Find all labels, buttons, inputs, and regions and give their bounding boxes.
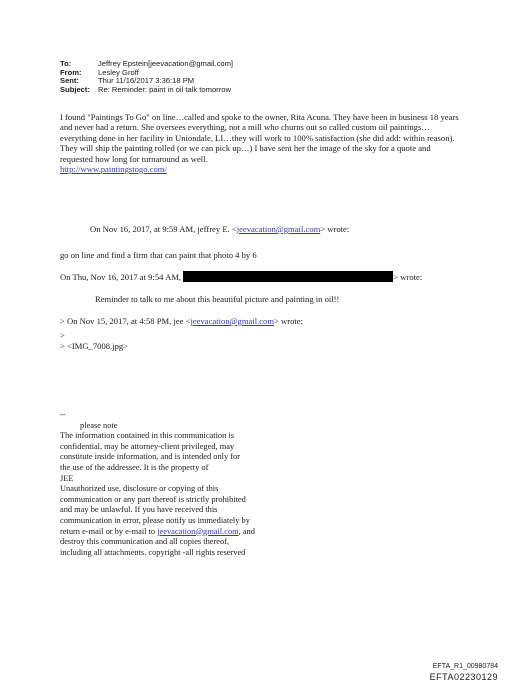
- signature-line: constitute inside information, and is intended only for: [60, 452, 241, 462]
- signature-line: Unauthorized use, disclosure or copying of this: [60, 484, 219, 494]
- subject-row: [60, 86, 233, 95]
- to-value: Jeffrey Epstein[jeevacation@gmail.com]: [98, 59, 234, 68]
- signature-line10-prefix: return e-mail or by e-mail to: [60, 526, 158, 536]
- subject-value: Re: Reminder: paint in oil talk tomorrow: [98, 84, 231, 94]
- to-row: [60, 60, 233, 69]
- quote2-suffix: > wrote:: [393, 272, 423, 282]
- quote3-prefix: > On Nov 15, 2017, at 4:58 PM, jee <: [60, 316, 191, 326]
- to-label: To:: [60, 59, 72, 68]
- body-paragraph-block: [60, 112, 460, 174]
- subject-label: Subject:: [60, 84, 90, 94]
- signature-block: [60, 410, 300, 558]
- website-link[interactable]: http://www.paintingstogo.com/: [60, 164, 167, 175]
- reminder-line: Reminder to talk to me about this beautiful picture and painting in oil!!: [95, 294, 340, 304]
- signature-line: The information contained in this communication is: [60, 431, 234, 441]
- signature-line: confidential, may be attorney-client privileged, may: [60, 441, 235, 451]
- signature-line: communication or any part thereof is strictly prohibited: [60, 494, 246, 504]
- go-online-line: go on line and find a firm that can paint that photo 4 by 6: [60, 250, 257, 260]
- please-note: please note: [80, 420, 118, 430]
- signature-dashes: --: [60, 410, 66, 419]
- attachment-line: > <IMG_7008.jpg>: [60, 341, 129, 351]
- signature-line10-suffix: , and: [238, 526, 255, 536]
- sent-label: Sent:: [60, 76, 79, 86]
- quote-line-2: [60, 271, 422, 282]
- signature-line: including all attachments. copyright -all rights reserved: [60, 547, 246, 557]
- quote-marker-line: >: [60, 330, 65, 340]
- redaction-box: [183, 271, 393, 282]
- quote1-prefix: On Nov 16, 2017, at 9:59 AM, jeffrey E. <: [90, 224, 237, 234]
- quote1-email-link[interactable]: jeevacation@gmail.com: [236, 224, 321, 234]
- quote3-email-link[interactable]: jeevacation@gmail.com: [190, 316, 275, 326]
- signature-line: JEE: [60, 473, 74, 483]
- from-label: From:: [60, 67, 82, 77]
- quote3-suffix: > wrote:: [274, 316, 303, 326]
- sent-value: Thur 11/16/2017 3:36:18 PM: [98, 76, 195, 86]
- email-header: [60, 60, 233, 94]
- signature-line: [60, 527, 300, 538]
- signature-email-link[interactable]: jeevacation@gmail.com: [157, 526, 239, 536]
- quote1-suffix: > wrote:: [320, 224, 350, 234]
- signature-line: the use of the addressee. It is the property of: [60, 462, 209, 472]
- from-value: Lesley Groff: [98, 67, 139, 77]
- signature-line: and may be unlawful. If you have received this: [60, 505, 218, 515]
- footer-id-large: EFTA02230129: [429, 672, 498, 682]
- quote-line-1: [90, 224, 349, 234]
- quote-line-3: [60, 316, 303, 326]
- signature-line: communication in error, please notify us immediately by: [60, 515, 250, 525]
- signature-line: destroy this communication and all copies thereof,: [60, 537, 230, 547]
- body-paragraph: I found "Paintings To Go" on line…called and spoke to the owner, Rita Acuna. They have been in business 18 years and never had a return. She oversees everything, not a mill who churns out so called custom oil paintings…everything done in her facility in Uniondale, LI…they will work to 100% satisfaction (she did add: within reason). They will ship the painting rolled (or we can pick up…) I have sent her the image of the sky for a quote and requested how long for turnaround as well.: [60, 112, 459, 164]
- footer-id-small: EFTA_R1_00980784: [432, 663, 498, 670]
- quote2-prefix: On Thu, Nov 16, 2017 at 9:54 AM,: [60, 272, 182, 282]
